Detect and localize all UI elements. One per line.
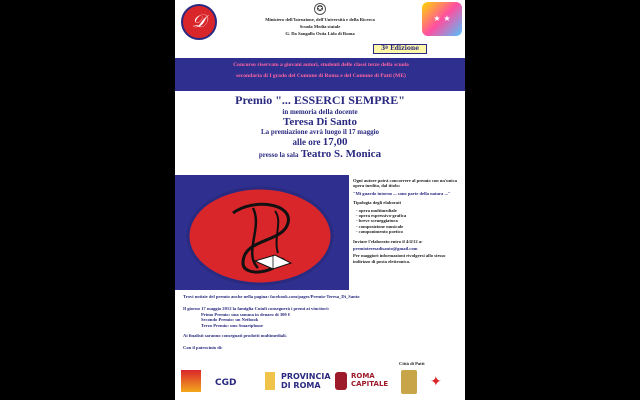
facebook-link: Trovi notizie del premio anche nella pagina: facebook.com/pages/Premio-Teresa_Di_Santo — [183, 294, 360, 299]
details-panel — [349, 175, 465, 290]
edition-badge: 3ª Edizione — [373, 44, 427, 54]
premiazione-line: La premiazione avrà luogo il 17 maggio — [260, 128, 380, 136]
provincia-crest-icon — [265, 372, 275, 390]
tipologia-item: - componimento poetico — [356, 229, 403, 235]
time-value: 17,00 — [322, 136, 348, 148]
finalists-note: Ai finalisti saranno consegnati prodotti multimediali. — [183, 332, 287, 338]
roma-crest-icon — [335, 372, 347, 390]
memoria-line: in memoria della docente — [282, 108, 358, 116]
venue-line — [175, 148, 465, 160]
info-text: Per maggiori informazioni rivolgersi allo stesso indirizzo di posta elettronica. — [353, 253, 446, 264]
venue-value: Teatro S. Monica — [300, 148, 382, 160]
first-prize: Primo Premio: una somma in denaro di 300 € — [201, 311, 291, 317]
tipologia-item: - breve sceneggiatura — [356, 218, 398, 224]
time-line — [175, 136, 465, 148]
tipologia-title: Tipologia degli elaborati — [353, 200, 401, 206]
time-label: alle ore — [292, 137, 321, 147]
second-prize: Secondo Premio: un Netbook — [201, 317, 259, 323]
italian-emblem-icon: ✪ — [314, 3, 326, 15]
school-logo-icon: 𝒟 — [181, 4, 217, 40]
roma-capitale-logo — [351, 372, 388, 388]
patronage-label: Con il patrocinio di: — [183, 344, 223, 350]
premio-title: Premio "... ESSERCI SEMPRE" — [235, 93, 405, 107]
poster-header — [175, 0, 465, 58]
roma-line-1: ROMA — [351, 372, 375, 380]
contest-line-2: secondaria di I grado del Comune di Roma e del Comune di Patti (ME) — [236, 73, 406, 79]
patti-crest-icon — [401, 370, 417, 394]
tipologia-item: - opera espressivo-grafica — [356, 213, 407, 219]
colorful-logo-icon: ★ ★ — [422, 2, 462, 36]
tipologia-item: - composizione musicale — [356, 223, 404, 229]
poster — [175, 0, 465, 400]
contest-description — [181, 60, 461, 82]
contact-email: premioteresadisanto@gmail.com — [353, 246, 418, 252]
award-day: Il giorno 17 maggio 2012 la famiglia Cuiuli consegnerà i premi ai vincitori: — [183, 305, 330, 311]
teacher-name: Teresa Di Santo — [283, 116, 357, 128]
dancer-logo-icon: ✦ — [430, 374, 442, 390]
ministry-line-1: Ministero dell'Istruzione, dell'Università e della Ricerca — [265, 17, 375, 22]
cgd-logo: CGD — [215, 378, 237, 388]
tipologia-item: - opera multimediale — [356, 207, 397, 213]
venue-label: presso la sala — [258, 151, 299, 159]
sponsor-logos — [175, 360, 465, 400]
sponsor-logo-icon — [181, 370, 201, 392]
provincia-line-1: PROVINCIA — [281, 372, 331, 381]
contest-line-1: Concorso riservato a giovani autori, studenti delle classi terze della scuola — [233, 62, 409, 68]
provincia-line-2: DI ROMA — [281, 381, 321, 390]
ministry-line-3: G. Da Sangallo Ostia Lido di Roma — [285, 31, 355, 36]
invio-text: Inviare l'elaborato entro il 4/4/12 a: — [353, 238, 423, 244]
provincia-logo — [281, 372, 331, 390]
roma-line-2: CAPITALE — [351, 380, 389, 388]
third-prize: Terzo Premio: uno Smartphone — [201, 323, 263, 329]
title-block — [175, 91, 465, 175]
citta-di-patti-label: Città di Patti — [399, 361, 425, 366]
ministry-line-2: Scuola Media statale — [299, 24, 341, 29]
intro-text: Ogni autore potrà concorrere al premio con un'unica opera inedita, dal titolo: — [353, 178, 457, 189]
award-emblem-icon — [183, 183, 337, 289]
theme-text: "Mi guardo intorno ... sono parte della natura ..." — [353, 190, 451, 196]
